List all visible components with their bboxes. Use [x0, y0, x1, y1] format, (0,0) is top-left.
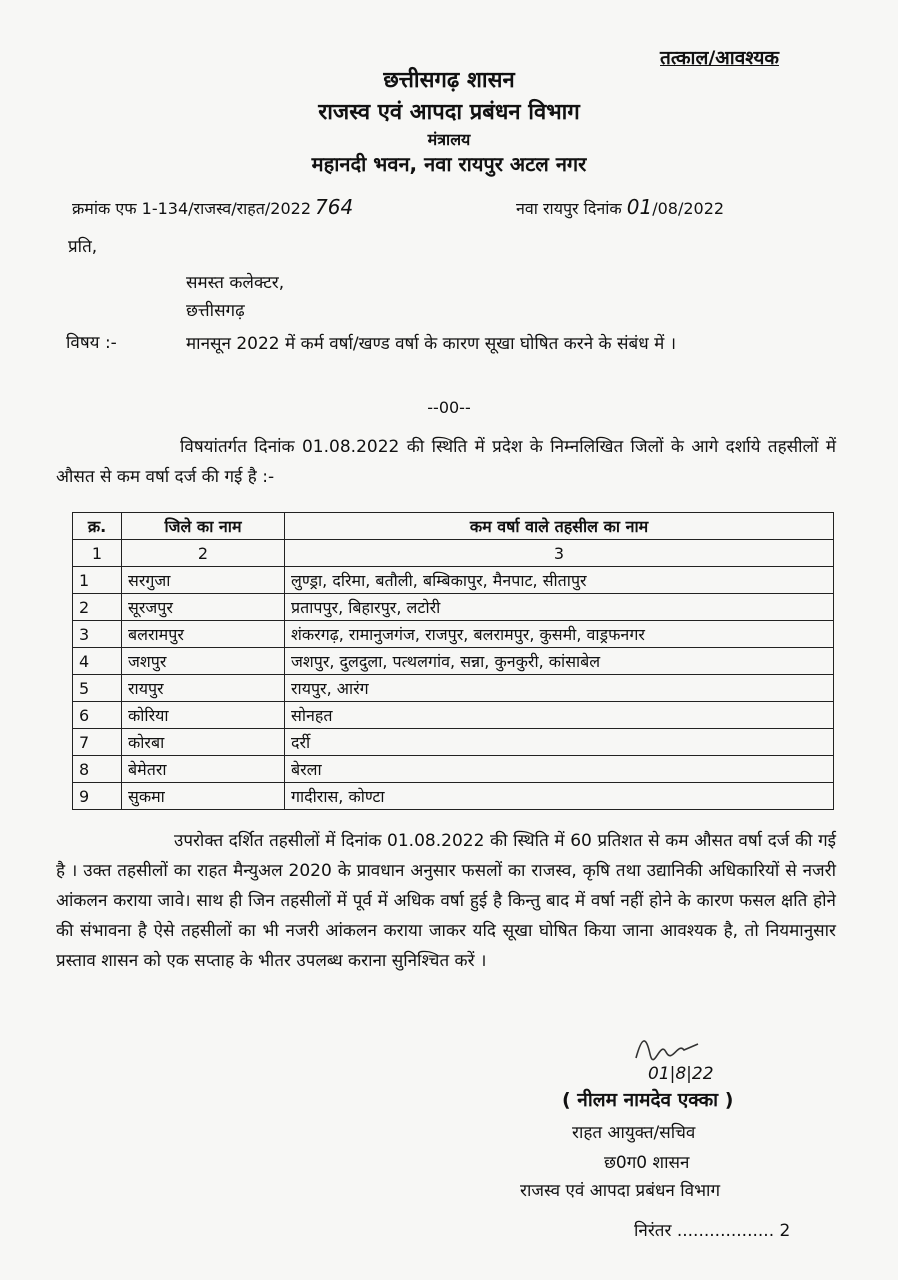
cell-serial: 9 [73, 783, 122, 810]
paragraph-instructions: उपरोक्त दर्शित तहसीलों में दिनांक 01.08.2022 की स्थिति में 60 प्रतिशत से कम औसत वर्षा दर्ज की गई है । उक्त तहसीलों का राहत मैन्युअल 2020 के प्रावधान अनुसार फसलों का राजस्व, कृषि तथा उद्यानिकी अधिकारियों से नजरी आंकलन कराया जावे। साथ ही जिन तहसीलों में पूर्व में अधिक वर्षा हुई है किन्तु बाद में वर्षा नहीं होने के कारण फसल क्षति होने की संभावना है ऐसे तहसीलों का भी नजरी आंकलन कराया जाकर यदि सूखा घोषित किया जाना आवश्यक है, तो नियमानुसार प्रस्ताव शासन को एक सप्ताह के भीतर उपलब्ध कराना सुनिश्चित करें । [56, 831, 836, 971]
cell-district: सूरजपुर [122, 594, 285, 621]
cell-serial: 1 [73, 567, 122, 594]
header-district: जिले का नाम [122, 513, 285, 540]
cell-serial: 7 [73, 729, 122, 756]
cell-serial: 3 [73, 621, 122, 648]
cell-district: कोरबा [122, 729, 285, 756]
cell-district: बलरामपुर [122, 621, 285, 648]
reference-number-text: क्रमांक एफ 1-134/राजस्व/राहत/2022 [72, 199, 312, 218]
cell-district: जशपुर [122, 648, 285, 675]
header-government: छत्तीसगढ़ शासन [383, 68, 515, 93]
cell-district: बेमेतरा [122, 756, 285, 783]
date-day: 01 [626, 195, 653, 219]
cell-serial: 6 [73, 702, 122, 729]
signatory-name: ( नीलम नामदेव एक्का ) [562, 1089, 734, 1111]
reference-handwritten: 764 [315, 195, 354, 219]
reference-date [516, 195, 724, 219]
cell-tehsils: जशपुर, दुलदुला, पत्थलगांव, सन्ना, कुनकुरी, कांसाबेल [285, 648, 834, 675]
colnum-1: 1 [73, 540, 122, 567]
continued-label: निरंतर .................. 2 [634, 1221, 791, 1241]
table-row [73, 594, 834, 621]
header-tehsils: कम वर्षा वाले तहसील का नाम [285, 513, 834, 540]
cell-district: सरगुजा [122, 567, 285, 594]
paragraph-intro: विषयांतर्गत दिनांक 01.08.2022 की स्थिति में प्रदेश के निम्नलिखित जिलों के आगे दर्शाये तहसीलों में औसत से कम वर्षा दर्ज की गई है :- [56, 437, 836, 487]
header-address: महानदी भवन, नवा रायपुर अटल नगर [311, 152, 587, 176]
table-row [73, 567, 834, 594]
header-office: मंत्रालय [427, 130, 471, 149]
recipient-line-2: छत्तीसगढ़ [186, 301, 245, 321]
date-rest: /08/2022 [652, 199, 725, 218]
table-row [73, 702, 834, 729]
reference-number [72, 195, 353, 219]
subject-label: विषय :- [66, 333, 117, 353]
cell-tehsils: दर्री [285, 729, 834, 756]
signatory-department: राजस्व एवं आपदा प्रबंधन विभाग [520, 1181, 721, 1201]
table-header-row [73, 513, 834, 540]
table-row [73, 729, 834, 756]
recipient-label: प्रति, [68, 237, 98, 257]
header-serial: क्र. [73, 513, 122, 540]
cell-tehsils: बेरला [285, 756, 834, 783]
cell-tehsils: शंकरगढ़, रामानुजगंज, राजपुर, बलरामपुर, कुसमी, वाड्रफनगर [285, 621, 834, 648]
cell-serial: 4 [73, 648, 122, 675]
signatory-government: छ0ग0 शासन [604, 1153, 690, 1173]
cell-tehsils: प्रतापपुर, बिहारपुर, लटोरी [285, 594, 834, 621]
cell-tehsils: लुण्ड्रा, दरिमा, बतौली, बम्बिकापुर, मैनपाट, सीतापुर [285, 567, 834, 594]
table-colnum-row [73, 540, 834, 567]
cell-tehsils: गादीरास, कोण्टा [285, 783, 834, 810]
colnum-3: 3 [285, 540, 834, 567]
cell-serial: 8 [73, 756, 122, 783]
cell-tehsils: रायपुर, आरंग [285, 675, 834, 702]
signature-handwritten-date: 01|8|22 [648, 1064, 714, 1084]
subject-text: मानसून 2022 में कर्म वर्षा/खण्ड वर्षा के कारण सूखा घोषित करने के संबंध में । [186, 334, 677, 354]
table-row [73, 675, 834, 702]
cell-district: कोरिया [122, 702, 285, 729]
urgency-label: तत्काल/आवश्यक [660, 47, 779, 69]
table-row [73, 783, 834, 810]
table-row [73, 621, 834, 648]
districts-table [72, 512, 834, 810]
cell-district: रायपुर [122, 675, 285, 702]
table-row [73, 648, 834, 675]
colnum-2: 2 [122, 540, 285, 567]
cell-district: सुकमा [122, 783, 285, 810]
table-row [73, 756, 834, 783]
date-label: नवा रायपुर दिनांक [516, 199, 622, 218]
signature-scribble [632, 1030, 702, 1066]
separator: --00-- [427, 398, 471, 417]
signatory-designation: राहत आयुक्त/सचिव [572, 1123, 696, 1143]
cell-serial: 2 [73, 594, 122, 621]
header-department: राजस्व एवं आपदा प्रबंधन विभाग [318, 100, 580, 125]
cell-serial: 5 [73, 675, 122, 702]
cell-tehsils: सोनहत [285, 702, 834, 729]
recipient-line-1: समस्त कलेक्टर, [186, 273, 285, 293]
